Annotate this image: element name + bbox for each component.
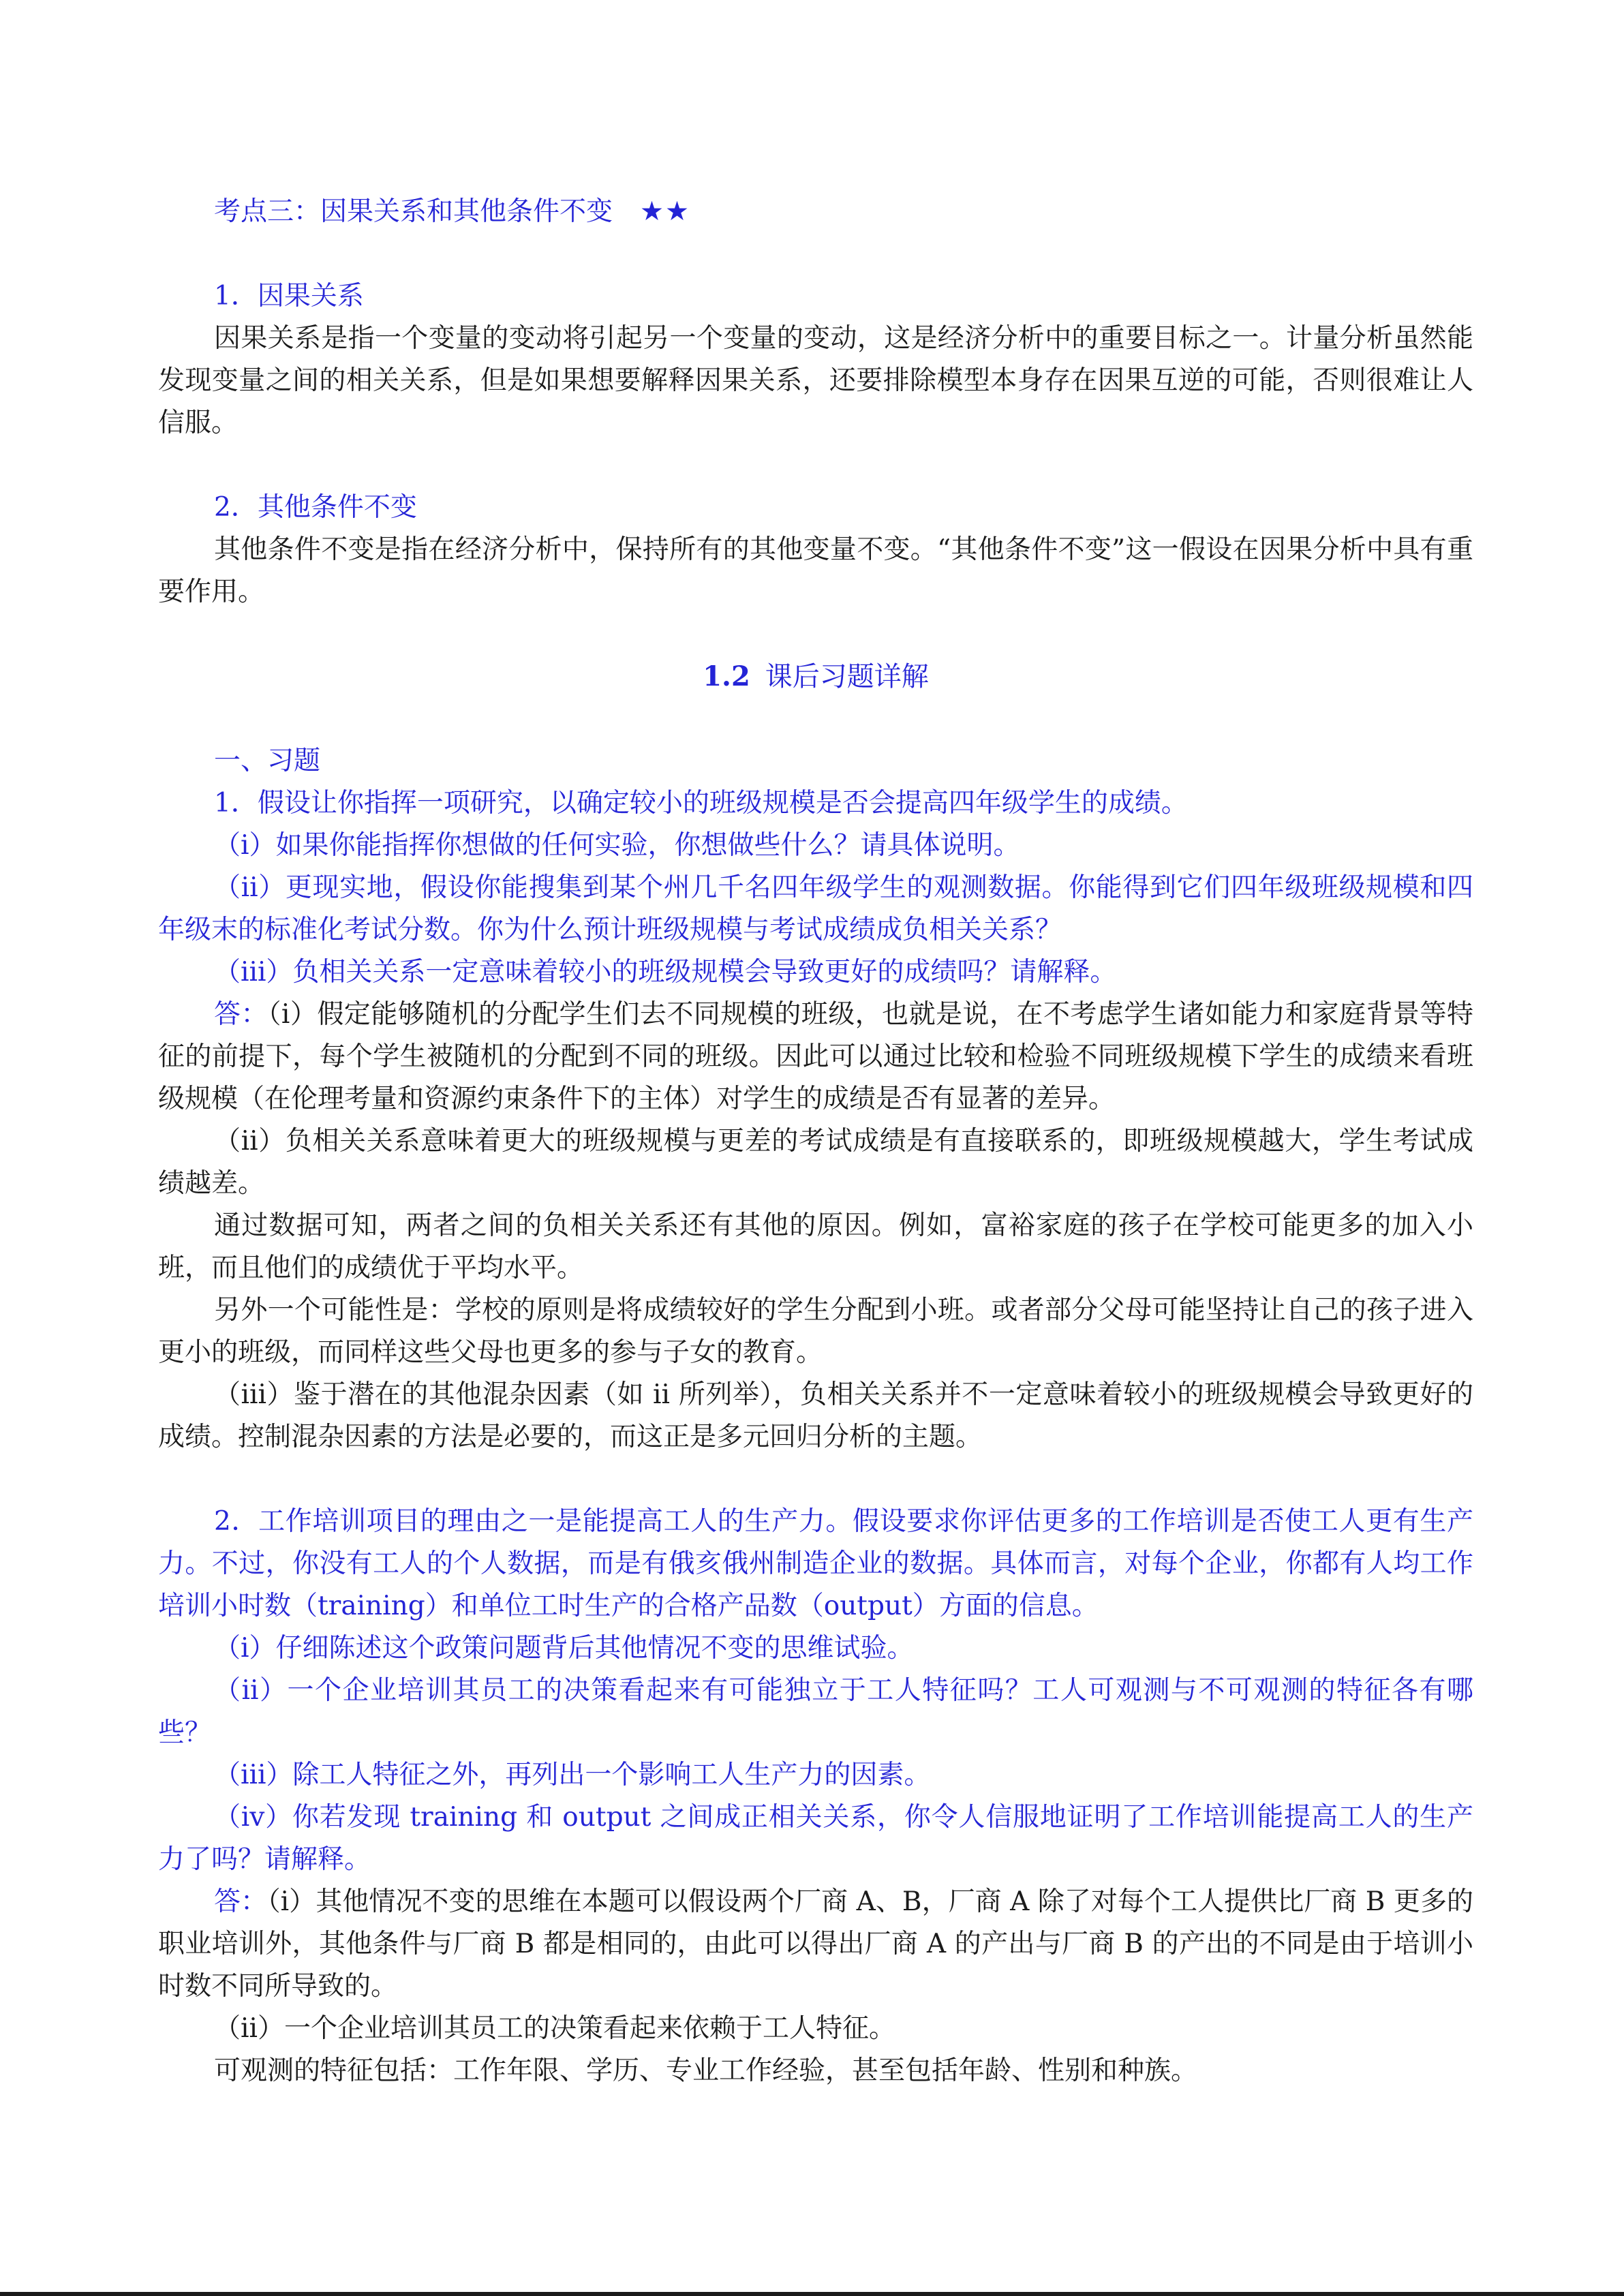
q1-answer-ii: （ii）负相关关系意味着更大的班级规模与更差的考试成绩是有直接联系的，即班级规模越大，学生考试成绩越差。 — [158, 1126, 1473, 1199]
q2-answer-label: 答： — [214, 1886, 268, 1917]
exam-point-title: 考点三：因果关系和其他条件不变 — [214, 196, 613, 227]
q2-answer-i — [158, 1881, 1473, 2008]
importance-stars: ★★ — [640, 196, 690, 227]
exercises-heading: 一、习题 — [214, 746, 321, 776]
ceteris-paribus-text: 其他条件不变是指在经济分析中，保持所有的其他变量不变。“其他条件不变”这一假设在因果分析中具有重要作用。 — [158, 534, 1473, 607]
causality-text: 因果关系是指一个变量的变动将引起另一个变量的变动，这是经济分析中的重要目标之一。计量分析虽然能发现变量之间的相关关系，但是如果想要解释因果关系，还要排除模型本身存在因果互逆的可能，否则很难让人信服。 — [158, 323, 1473, 438]
section-title — [158, 656, 1473, 698]
q1-part-iii: （iii）负相关关系一定意味着较小的班级规模会导致更好的成绩吗？请解释。 — [214, 957, 1117, 988]
document-page — [158, 191, 1473, 2092]
q2-part-iv: （iv）你若发现 training 和 output 之间成正相关关系，你令人信服地证明了工作培训能提高工人的生产力了吗？请解释。 — [158, 1802, 1473, 1875]
q1-answer-i — [158, 994, 1473, 1120]
q1-answer-ii-p3: 另外一个可能性是：学校的原则是将成绩较好的学生分配到小班。或者部分父母可能坚持让自己的孩子进入更小的班级，而同样这些父母也更多的参与子女的教育。 — [158, 1295, 1473, 1368]
q2-answer-i-text: （i）其他情况不变的思维在本题可以假设两个厂商 A、B，厂商 A 除了对每个工人提供比厂商 B 更多的职业培训外，其他条件与厂商 B 都是相同的，由此可以得出厂商 A 的产出与厂商 B 的产出的不同是由于培训小时数不同所导致的。 — [158, 1886, 1473, 2002]
q1-answer-ii-p2: 通过数据可知，两者之间的负相关关系还有其他的原因。例如，富裕家庭的孩子在学校可能更多的加入小班，而且他们的成绩优于平均水平。 — [158, 1210, 1473, 1283]
q1-answer-i-text: （i）假定能够随机的分配学生们去不同规模的班级，也就是说，在不考虑学生诸如能力和家庭背景等特征的前提下，每个学生被随机的分配到不同的班级。因此可以通过比较和检验不同班级规模下学生的成绩来看班级规模（在伦理考量和资源约束条件下的主体）对学生的成绩是否有显著的差异。 — [158, 999, 1473, 1114]
q1-part-i: （i）如果你能指挥你想做的任何实验，你想做些什么？请具体说明。 — [214, 830, 1020, 861]
q2-answer-ii: （ii）一个企业培训其员工的决策看起来依赖于工人特征。 — [214, 2013, 895, 2044]
q2-part-iii: （iii）除工人特征之外，再列出一个影响工人生产力的因素。 — [214, 1760, 931, 1790]
ceteris-paribus-heading: 2．其他条件不变 — [214, 492, 417, 523]
exam-point-heading — [158, 191, 1473, 233]
causality-heading: 1．因果关系 — [214, 281, 364, 311]
section-number: 1.2 — [703, 660, 750, 692]
q1-answer-label: 答： — [214, 999, 268, 1030]
q1-part-ii: （ii）更现实地，假设你能搜集到某个州几千名四年级学生的观测数据。你能得到它们四年级班级规模和四年级末的标准化考试分数。你为什么预计班级规模与考试成绩成负相关关系？ — [158, 872, 1473, 945]
q2-stem: 2．工作培训项目的理由之一是能提高工人的生产力。假设要求你评估更多的工作培训是否使工人更有生产力。不过，你没有工人的个人数据，而是有俄亥俄州制造企业的数据。具体而言，对每个企业，你都有人均工作培训小时数（training）和单位工时生产的合格产品数（output）方面的信息。 — [158, 1506, 1473, 1621]
q2-part-i: （i）仔细陈述这个政策问题背后其他情况不变的思维试验。 — [214, 1633, 914, 1664]
q1-stem: 1．假设让你指挥一项研究，以确定较小的班级规模是否会提高四年级学生的成绩。 — [214, 788, 1188, 818]
q2-part-ii: （ii）一个企业培训其员工的决策看起来有可能独立于工人特征吗？工人可观测与不可观测的特征各有哪些？ — [158, 1675, 1473, 1748]
q2-answer-ii-p2: 可观测的特征包括：工作年限、学历、专业工作经验，甚至包括年龄、性别和种族。 — [214, 2055, 1198, 2086]
q1-answer-iii: （iii）鉴于潜在的其他混杂因素（如 ii 所列举），负相关关系并不一定意味着较小的班级规模会导致更好的成绩。控制混杂因素的方法是必要的，而这正是多元回归分析的主题。 — [158, 1379, 1473, 1452]
page-bottom-border — [0, 2292, 1624, 2296]
section-name: 课后习题详解 — [765, 661, 929, 692]
